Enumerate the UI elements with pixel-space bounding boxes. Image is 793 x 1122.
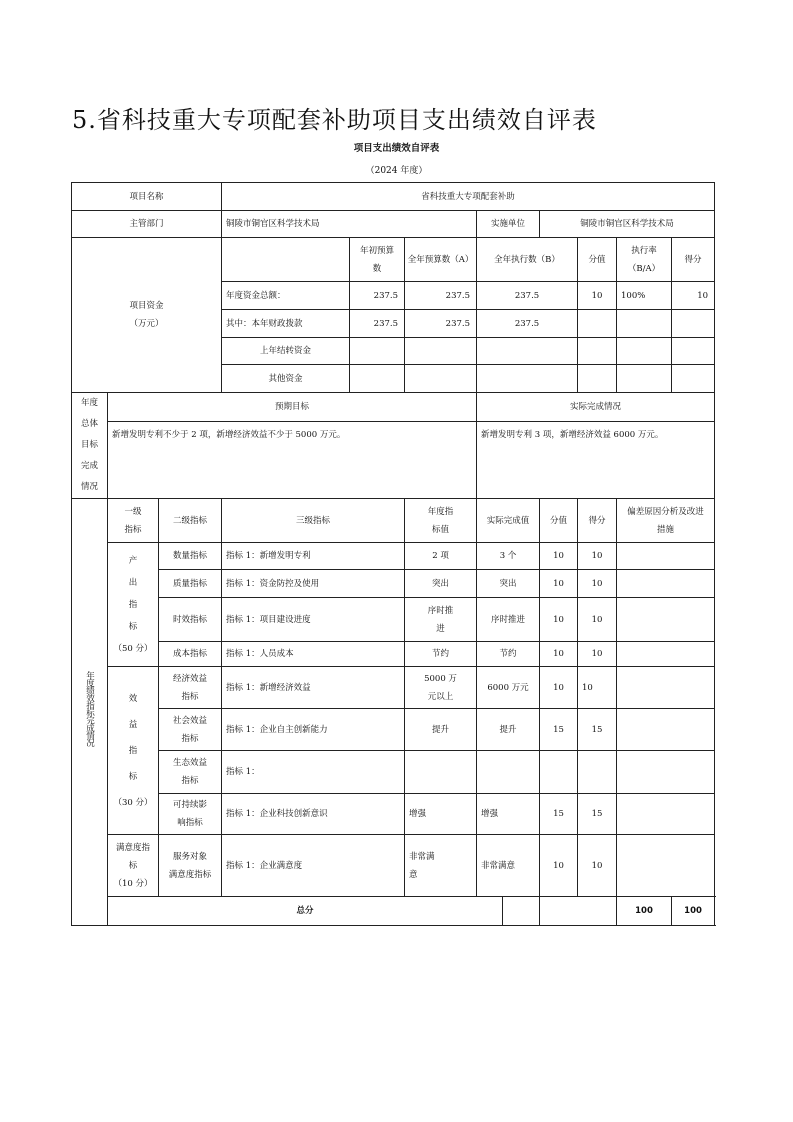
l2-line: 指标: [181, 691, 199, 702]
ind-value: 15: [540, 709, 578, 751]
label-line: 出: [128, 577, 138, 588]
ind-l3: 指标 1：人员成本: [222, 642, 405, 667]
funds-row-exec: 237.5: [477, 310, 578, 338]
table-row: [72, 642, 715, 667]
total-blank: [503, 897, 540, 926]
ind-value: 10: [540, 543, 578, 570]
ind-actual: 3 个: [477, 543, 540, 570]
goals-label: [72, 393, 108, 499]
satisfaction-indicator-label: [108, 835, 159, 897]
funds-row-value: 10: [578, 282, 617, 310]
label-line: （30 分）: [113, 797, 153, 808]
ind-actual: 节约: [477, 642, 540, 667]
ind-l2: 数量指标: [159, 543, 222, 570]
ind-header-value: 分值: [540, 499, 578, 543]
funds-header-exec: 全年执行数（B）: [477, 238, 578, 282]
table-row: [72, 667, 715, 709]
header-line: 数: [372, 263, 382, 274]
ind-header-l2: 二级指标: [159, 499, 222, 543]
total-value: 100: [617, 897, 672, 926]
ind-target: 2 项: [405, 543, 477, 570]
ind-l2: 成本指标: [159, 642, 222, 667]
ind-value: 10: [540, 598, 578, 642]
funds-label-line: （万元）: [129, 319, 164, 329]
ind-target: 节约: [405, 642, 477, 667]
ind-value: [540, 751, 578, 794]
l2-line: 生态效益: [173, 758, 208, 768]
ind-value: 10: [540, 835, 578, 897]
funds-row-initial: [350, 338, 405, 365]
ind-l3: 指标 1：: [222, 751, 405, 794]
header-line: 指标: [124, 524, 142, 535]
funds-label-line: 项目资金: [129, 301, 164, 311]
ind-target: [405, 598, 477, 642]
ind-l2: [159, 709, 222, 751]
funds-row-exec: 237.5: [477, 282, 578, 310]
ind-deviation: [617, 598, 715, 642]
value-line: 5000 万: [424, 673, 457, 684]
impl-value: 铜陵市铜官区科学技术局: [540, 211, 715, 238]
goals-expected-header: 预期目标: [108, 393, 477, 422]
ind-l2: [159, 835, 222, 897]
ind-value: 15: [540, 794, 578, 835]
ind-l2: [159, 751, 222, 794]
table-row: [72, 393, 715, 422]
table-row: [72, 835, 715, 897]
header-line: 一级: [124, 506, 142, 517]
funds-row-name: 上年结转资金: [222, 338, 350, 365]
table-row: [72, 709, 715, 751]
ind-deviation: [617, 667, 715, 709]
l2-line: 可持续影: [173, 800, 208, 810]
l2-line: 指标: [181, 776, 199, 786]
table-year: （2024 年度）: [365, 166, 428, 176]
value-line: 非常满: [409, 851, 435, 862]
label-line: 效: [128, 693, 138, 704]
header-line: 标值: [432, 524, 450, 535]
label-line: 满意度指: [115, 842, 150, 853]
table-row: [72, 751, 715, 794]
funds-row-name: 其他资金: [222, 365, 350, 393]
funds-header-budget: 全年预算数（A）: [405, 238, 477, 282]
l2-line: 经济效益: [173, 673, 208, 684]
table-row: [72, 794, 715, 835]
value-line: 元以上: [427, 691, 454, 702]
header-line: 年初预算: [360, 245, 395, 256]
funds-header-score: 得分: [672, 238, 715, 282]
ind-deviation: [617, 543, 715, 570]
ind-l3: 指标 1：企业科技创新意识: [222, 794, 405, 835]
funds-row-initial: [350, 365, 405, 393]
header-line: （B/A）: [627, 263, 661, 274]
header-line: 执行率: [631, 245, 657, 256]
funds-header-initial: [350, 238, 405, 282]
value-line: 序时推: [427, 605, 454, 616]
ind-target: [405, 751, 477, 794]
funds-row-rate: [617, 365, 672, 393]
funds-row-name: 其中：本年财政拨款: [222, 310, 350, 338]
ind-score: 15: [578, 794, 617, 835]
funds-row-budget: [405, 365, 477, 393]
l2-line: 社会效益: [173, 715, 208, 726]
l2-line: 指标: [181, 733, 199, 744]
ind-score: [578, 751, 617, 794]
table-row: [72, 598, 715, 642]
funds-row-score: [672, 338, 715, 365]
ind-target: 提升: [405, 709, 477, 751]
ind-score: 15: [578, 709, 617, 751]
label-line: 指: [128, 599, 138, 610]
funds-row-score: [672, 365, 715, 393]
benefit-indicator-label: [108, 667, 159, 835]
ind-score: 10: [578, 835, 617, 897]
label-line: 益: [128, 719, 138, 730]
total-label: 总分: [108, 897, 503, 926]
ind-deviation: [617, 835, 715, 897]
value-line: 进: [436, 623, 445, 634]
ind-header-target: [405, 499, 477, 543]
ind-l2: [159, 794, 222, 835]
funds-row-value: [578, 338, 617, 365]
ind-header-l3: 三级指标: [222, 499, 405, 543]
dept-label: 主管部门: [72, 211, 222, 238]
table-row: [72, 211, 715, 238]
header-line: 措施: [657, 524, 675, 535]
ind-value: 10: [540, 570, 578, 598]
funds-row-value: [578, 365, 617, 393]
ind-score: 10: [578, 642, 617, 667]
funds-header-rate: [617, 238, 672, 282]
label-line: 标: [128, 860, 138, 871]
ind-header-deviation: [617, 499, 715, 543]
l2-line: 服务对象: [173, 851, 208, 862]
ind-score: 10: [578, 667, 617, 709]
table-row: [72, 238, 715, 282]
ind-l2: [159, 667, 222, 709]
ind-actual: 提升: [477, 709, 540, 751]
ind-l3: 指标 1：企业满意度: [222, 835, 405, 897]
goals-actual-text: 新增发明专利 3 项，新增经济效益 6000 万元。: [477, 421, 715, 498]
total-blank: [540, 897, 617, 926]
goals-expected-text: 新增发明专利不少于 2 项，新增经济效益不少于 5000 万元。: [108, 421, 477, 498]
goals-label-line: 年度: [80, 398, 98, 408]
ind-l2: 时效指标: [159, 598, 222, 642]
ind-target: 增强: [405, 794, 477, 835]
ind-actual: 6000 万元: [477, 667, 540, 709]
label-line: 标: [128, 621, 138, 632]
ind-value: 10: [540, 642, 578, 667]
page-heading: 5.省科技重大专项配套补助项目支出绩效自评表: [72, 106, 597, 134]
ind-value: 10: [540, 667, 578, 709]
goals-label-line: 总体: [80, 419, 98, 429]
ind-deviation: [617, 794, 715, 835]
funds-header-value: 分值: [578, 238, 617, 282]
funds-label: [72, 238, 222, 393]
ind-deviation: [617, 570, 715, 598]
l2-line: 响指标: [177, 818, 203, 828]
goals-label-line: 完成: [80, 461, 98, 471]
self-evaluation-table: [71, 182, 715, 926]
ind-actual: 序时推进: [477, 598, 540, 642]
ind-l3: 指标 1：项目建设进度: [222, 598, 405, 642]
goals-label-line: 情况: [80, 482, 98, 492]
ind-target: 突出: [405, 570, 477, 598]
table-row: [72, 897, 715, 926]
funds-row-score: [672, 310, 715, 338]
ind-actual: 增强: [477, 794, 540, 835]
goals-label-line: 目标: [80, 440, 98, 450]
ind-target: [405, 835, 477, 897]
funds-row-value: [578, 310, 617, 338]
funds-row-rate: [617, 338, 672, 365]
funds-row-initial: 237.5: [350, 282, 405, 310]
l2-line: 满意度指标: [168, 869, 212, 880]
indicators-side-text: 年度绩效指标完成情况: [84, 671, 95, 746]
ind-actual: 突出: [477, 570, 540, 598]
funds-header-blank: [222, 238, 350, 282]
funds-row-budget: 237.5: [405, 282, 477, 310]
funds-row-name: 年度资金总额：: [222, 282, 350, 310]
goals-actual-header: 实际完成情况: [477, 393, 715, 422]
ind-score: 10: [578, 543, 617, 570]
ind-l3: 指标 1：新增经济效益: [222, 667, 405, 709]
output-indicator-label: [108, 543, 159, 667]
label-line: 标: [128, 771, 138, 782]
value-line: 意: [409, 869, 418, 880]
table-row: [72, 543, 715, 570]
ind-l3: 指标 1：新增发明专利: [222, 543, 405, 570]
ind-header-l1: [108, 499, 159, 543]
funds-row-exec: [477, 338, 578, 365]
ind-deviation: [617, 642, 715, 667]
ind-deviation: [617, 709, 715, 751]
funds-row-rate: [617, 310, 672, 338]
indicators-side-label: [72, 499, 108, 926]
ind-deviation: [617, 751, 715, 794]
table-row: [72, 499, 715, 543]
funds-row-exec: [477, 365, 578, 393]
ind-score: 10: [578, 570, 617, 598]
label-line: （50 分）: [113, 643, 153, 654]
table-title: 项目支出绩效自评表: [353, 143, 440, 154]
header-line: 年度指: [427, 506, 454, 517]
funds-row-budget: [405, 338, 477, 365]
ind-l3: 指标 1：企业自主创新能力: [222, 709, 405, 751]
header-line: 偏差原因分析及改进: [627, 506, 704, 517]
ind-score: 10: [578, 598, 617, 642]
funds-row-initial: 237.5: [350, 310, 405, 338]
ind-l3: 指标 1：资金防控及使用: [222, 570, 405, 598]
table-row: [72, 570, 715, 598]
table-row: [72, 421, 715, 498]
funds-row-score: 10: [672, 282, 715, 310]
project-name-label: 项目名称: [72, 183, 222, 211]
funds-row-rate: 100%: [617, 282, 672, 310]
label-line: （10 分）: [113, 878, 153, 889]
ind-header-score: 得分: [578, 499, 617, 543]
impl-label: 实施单位: [477, 211, 540, 238]
funds-row-budget: 237.5: [405, 310, 477, 338]
ind-actual: 非常满意: [477, 835, 540, 897]
dept-value: 铜陵市铜官区科学技术局: [222, 211, 477, 238]
total-score: 100: [672, 897, 715, 926]
ind-actual: [477, 751, 540, 794]
project-name-value: 省科技重大专项配套补助: [222, 183, 715, 211]
ind-l2: 质量指标: [159, 570, 222, 598]
ind-header-actual: 实际完成值: [477, 499, 540, 543]
table-row: [72, 183, 715, 211]
label-line: 指: [128, 745, 138, 756]
label-line: 产: [128, 555, 138, 566]
ind-target: [405, 667, 477, 709]
